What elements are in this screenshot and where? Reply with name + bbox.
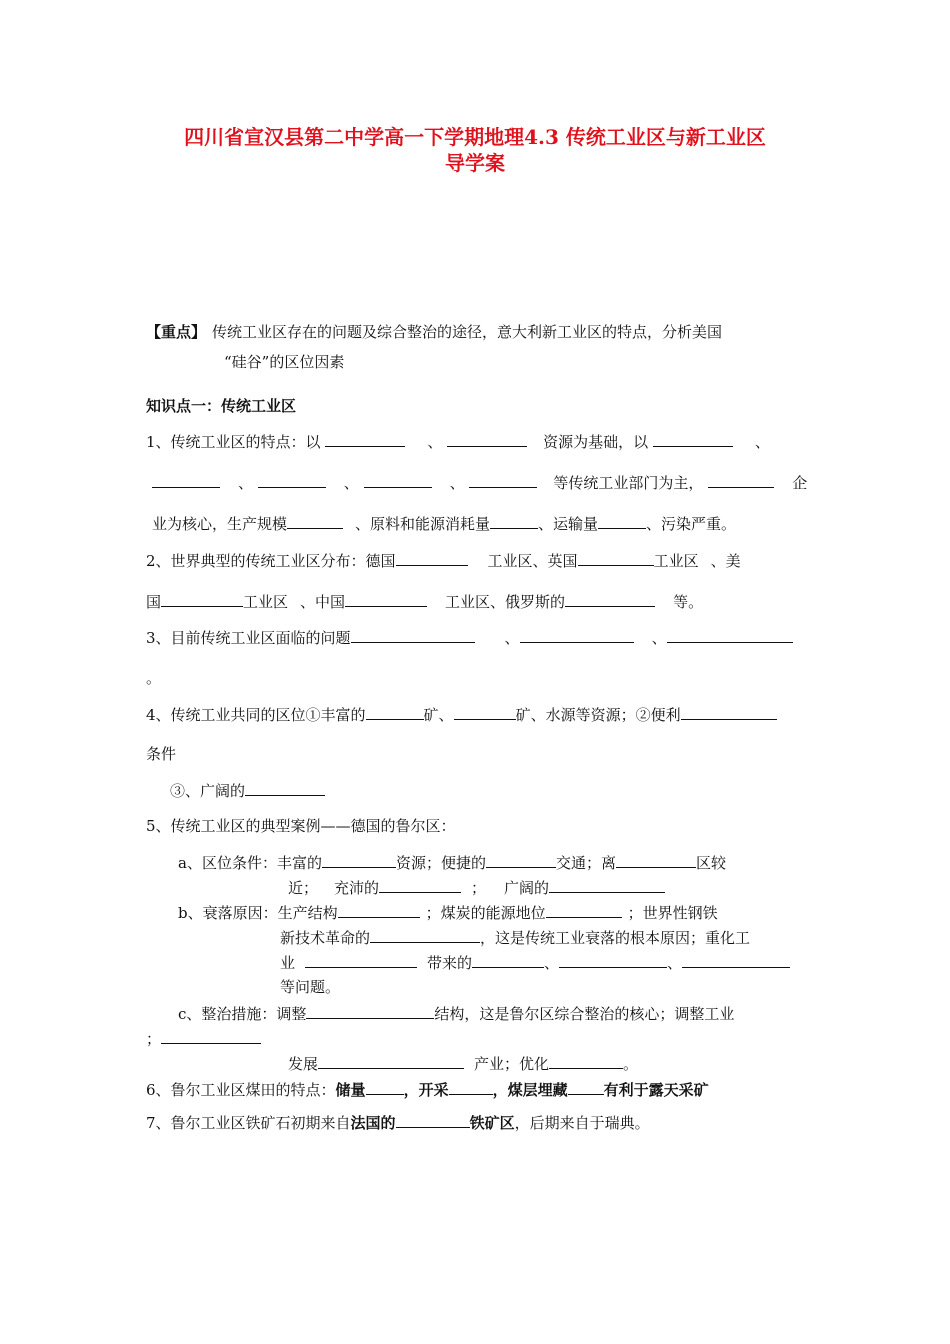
q2-blank-1[interactable]	[396, 550, 468, 566]
q4-blank-3[interactable]	[681, 704, 777, 720]
q4-text-d: 条件	[146, 745, 177, 763]
q4-line2	[146, 744, 176, 764]
q4-text-b: 矿、	[423, 706, 454, 724]
q5-b-blank-4[interactable]	[305, 952, 417, 968]
q4-blank-4[interactable]	[245, 780, 325, 796]
q5-b-text-2: ；煤炭的能源地位	[425, 904, 546, 922]
q5-b-text-9: 、	[667, 954, 683, 972]
q5-a-blank-1[interactable]	[322, 852, 396, 868]
key-points-text1: 传统工业区存在的问题及综合整治的途径，意大利新工业区的特点，分析美国	[212, 323, 723, 341]
q4-blank-1[interactable]	[366, 704, 424, 720]
q6-blank-2[interactable]	[449, 1079, 493, 1095]
q7-line	[146, 1112, 650, 1133]
key-points-line2	[224, 352, 344, 372]
q1-text-k: 、原料和能源消耗量	[355, 515, 491, 533]
q4-line1	[146, 704, 777, 725]
q5-c-blank-4[interactable]	[549, 1053, 623, 1069]
q2-text-a: 2、世界典型的传统工业区分布：德国	[146, 552, 396, 570]
q5-a-text-8: 广阔的	[504, 879, 550, 897]
q1-text-e: 、	[238, 474, 254, 492]
q1-text-d: 、	[754, 433, 770, 451]
q1-text-g: 、	[449, 474, 465, 492]
q5-a-text-2: 资源；便捷的	[395, 854, 486, 872]
q2-text-g: 、中国	[300, 593, 346, 611]
q3-line2	[146, 668, 161, 688]
q2-text-d: 、美	[710, 552, 741, 570]
q1-text-f: 、	[343, 474, 359, 492]
q5-b-blank-5[interactable]	[472, 952, 544, 968]
q1-text-l: 、运输量	[538, 515, 599, 533]
q7-text-c: 铁矿区	[469, 1114, 515, 1132]
q2-text-h: 工业区、俄罗斯的	[445, 593, 566, 611]
q6-blank-3[interactable]	[568, 1079, 604, 1095]
q1-blank-1[interactable]	[325, 431, 405, 447]
q7-text-a: 7、鲁尔工业区铁矿石初期来自	[146, 1114, 351, 1132]
key-points-line1	[146, 322, 722, 342]
q5-a-blank-2[interactable]	[486, 852, 556, 868]
document-title-line2: 导学案	[445, 151, 505, 175]
q4-text-e: ③、广阔的	[170, 782, 246, 800]
q5-b-line4	[280, 977, 340, 997]
q5-heading	[146, 816, 456, 836]
q5-b-blank-3[interactable]	[370, 927, 480, 943]
q4-text-a: 4、传统工业共同的区位①丰富的	[146, 706, 366, 724]
q2-line1	[146, 550, 741, 571]
q2-text-c: 工业区	[653, 552, 699, 570]
q1-blank-7[interactable]	[469, 472, 537, 488]
q5-b-text-4: 新技术革命的	[280, 929, 371, 947]
q3-blank-3[interactable]	[667, 627, 793, 643]
q4-blank-2[interactable]	[454, 704, 516, 720]
q5-b-blank-2[interactable]	[546, 902, 622, 918]
q5-c-line2	[146, 1028, 261, 1049]
q1-line2	[152, 472, 807, 493]
q6-text-a: 6、鲁尔工业区煤田的特点：	[146, 1081, 336, 1099]
q5-b-line1	[178, 902, 718, 923]
q1-blank-8[interactable]	[708, 472, 774, 488]
q1-line3	[152, 513, 736, 534]
q6-line	[146, 1079, 709, 1100]
q5-b-blank-7[interactable]	[682, 952, 790, 968]
q1-text-c: 资源为基础，以	[543, 433, 649, 451]
q1-blank-11[interactable]	[598, 513, 646, 529]
q2-text-i: 等。	[673, 593, 704, 611]
q3-text-d: 。	[146, 669, 162, 687]
q1-blank-9[interactable]	[287, 513, 343, 529]
q3-line1	[146, 627, 793, 648]
q1-blank-10[interactable]	[490, 513, 538, 529]
document-title-line1: 四川省宣汉县第二中学高一下学期地理4.3 传统工业区与新工业区	[184, 125, 766, 149]
q1-blank-6[interactable]	[364, 472, 432, 488]
q2-text-b: 工业区、英国	[487, 552, 578, 570]
q7-blank-1[interactable]	[396, 1112, 470, 1128]
q5-c-text-3: ；	[146, 1030, 162, 1048]
q2-blank-5[interactable]	[565, 591, 655, 607]
q2-blank-4[interactable]	[345, 591, 427, 607]
q5-c-line1	[178, 1003, 734, 1024]
q5-b-blank-6[interactable]	[559, 952, 667, 968]
q4-line3	[170, 780, 325, 801]
q6-text-e: 有利于露天采矿	[603, 1081, 709, 1099]
q5-a-text-6: 充沛的	[334, 879, 380, 897]
q3-blank-2[interactable]	[520, 627, 634, 643]
q1-blank-2[interactable]	[447, 431, 527, 447]
q5-text-a: 5、传统工业区的典型案例——德国的鲁尔区：	[146, 817, 456, 835]
q5-c-text-1: c、整治措施：调整	[178, 1005, 307, 1023]
q3-text-b: 、	[504, 629, 520, 647]
q2-blank-3[interactable]	[161, 591, 243, 607]
key-points-text2: “硅谷”的区位因素	[224, 353, 345, 371]
q3-blank-1[interactable]	[351, 627, 475, 643]
q5-b-text-7: 带来的	[427, 954, 473, 972]
q5-c-text-5: 产业；优化	[474, 1055, 550, 1073]
q1-text-a: 1、传统工业区的特点：以	[146, 433, 321, 451]
q5-a-line2	[288, 877, 665, 898]
q3-text-a: 3、目前传统工业区面临的问题	[146, 629, 351, 647]
q6-text-b: 储量	[335, 1081, 366, 1099]
q5-a-blank-3[interactable]	[616, 852, 696, 868]
q5-a-blank-5[interactable]	[549, 877, 665, 893]
q6-text-c: ，开采	[403, 1081, 449, 1099]
q5-a-text-3: 交通；离	[555, 854, 616, 872]
q1-text-h: 等传统工业部门为主，	[553, 474, 704, 492]
q6-text-d: ，煤层埋藏	[492, 1081, 568, 1099]
q1-text-j: 业为核心，生产规模	[152, 515, 288, 533]
q7-text-b: 法国的	[350, 1114, 396, 1132]
q2-line2	[146, 591, 703, 612]
q5-b-line3	[280, 952, 790, 973]
q1-text-m: 、污染严重。	[646, 515, 737, 533]
q4-text-c: 矿、水源等资源；②便利	[515, 706, 681, 724]
q5-a-text-1: a、区位条件：丰富的	[178, 854, 322, 872]
q5-c-text-6: 。	[623, 1055, 639, 1073]
q5-b-blank-1[interactable]	[338, 902, 420, 918]
q5-c-blank-2[interactable]	[161, 1028, 261, 1044]
section1-heading: 知识点一：传统工业区	[146, 397, 297, 415]
q5-c-text-4: 发展	[288, 1055, 319, 1073]
key-points-label: 【重点】	[146, 323, 207, 341]
q2-text-e: 国	[146, 593, 162, 611]
q5-c-blank-1[interactable]	[306, 1003, 434, 1019]
q5-b-text-1: b、衰落原因：生产结构	[178, 904, 338, 922]
q5-c-line3	[288, 1053, 638, 1074]
q1-text-b: 、	[427, 433, 443, 451]
q5-a-text-5: 近；	[288, 879, 319, 897]
q5-b-text-8: 、	[544, 954, 560, 972]
q5-b-text-10: 等问题。	[280, 978, 341, 996]
q7-text-d: ，后期来自于瑞典。	[514, 1114, 650, 1132]
q2-text-f: 工业区	[243, 593, 289, 611]
q1-blank-4[interactable]	[152, 472, 220, 488]
q5-a-text-7: ；	[471, 879, 487, 897]
q2-blank-2[interactable]	[578, 550, 654, 566]
q5-a-blank-4[interactable]	[379, 877, 461, 893]
q5-c-text-2: 结构，这是鲁尔区综合整治的核心；调整工业	[434, 1005, 735, 1023]
q5-a-line1	[178, 852, 726, 873]
q5-b-line2	[280, 927, 750, 948]
q5-b-text-5: ，这是传统工业衰落的根本原因；重化工	[480, 929, 751, 947]
q1-blank-5[interactable]	[258, 472, 326, 488]
q1-blank-3[interactable]	[653, 431, 733, 447]
q1-line1	[146, 431, 770, 452]
q5-c-blank-3[interactable]	[318, 1053, 464, 1069]
q5-a-text-4: 区较	[695, 854, 726, 872]
q5-b-text-6: 业	[280, 954, 296, 972]
document-title	[0, 124, 950, 176]
q1-text-i: 企	[792, 474, 808, 492]
q5-b-text-3: ；世界性钢铁	[627, 904, 718, 922]
q6-blank-1[interactable]	[366, 1079, 404, 1095]
q3-text-c: 、	[651, 629, 667, 647]
